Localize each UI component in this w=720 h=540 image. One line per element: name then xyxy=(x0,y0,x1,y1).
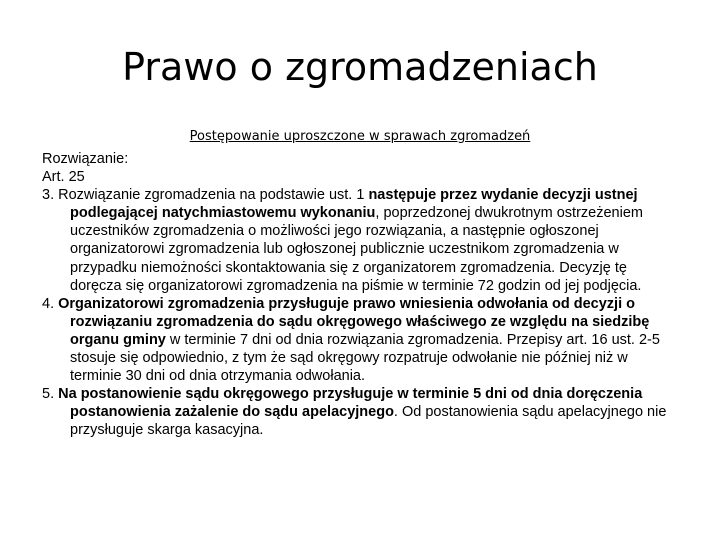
paragraph-4-bold-1: Organizatorowi zgromadzenia przysługuje prawo wniesienia odwołania od decyzji o rozwiązaniu zgromadzenia do sądu okręgowego właściwego ze względu na siedzibę organu gminy xyxy=(58,295,650,348)
paragraph-4-number: 4. xyxy=(42,295,59,312)
paragraph-5-number: 5. xyxy=(42,386,59,403)
slide-title: Prawo o zgromadzeniach xyxy=(122,45,598,89)
slide-content xyxy=(42,150,682,440)
paragraph-5-text-1: . Od postanowienia sądu apelacyjnego nie przysługuje skarga kasacyjna. xyxy=(70,404,667,439)
paragraph-3-bold-1: następuje przez wydanie decyzji ustnej podlegającej natychmiastowemu wykonaniu xyxy=(70,187,638,222)
paragraph-5 xyxy=(42,385,682,439)
paragraph-4 xyxy=(42,295,682,385)
paragraph-3 xyxy=(42,186,682,295)
section-heading: Rozwiązanie: xyxy=(42,151,129,167)
paragraph-4-text-1: w terminie 7 dni od dnia rozwiązania zgromadzenia. Przepisy art. 16 ust. 2-5 stosuje się odpowiednio, z tym że sąd okręgowy rozpatruje odwołanie nie później niż w terminie 30 dni od dnia otrzymania odwołania. xyxy=(70,331,660,385)
paragraph-3-text-1: Rozwiązanie zgromadzenia na podstawie ust. 1 xyxy=(58,187,369,204)
article-number: Art. 25 xyxy=(42,169,85,186)
paragraph-3-text-2: , poprzedzonej dwukrotnym ostrzeżeniem uczestników zgromadzenia o możliwości jego rozwiązania, a następnie ogłoszonej organizatorowi zgromadzenia lub ogłoszonej publicznie uczestnikom zgromadzenia w przypadku niemożności skontaktowania się z organizatorem zgromadzenia. Decyzję tę doręcza się organizatorowi zgromadzenia na piśmie w terminie 72 godzin od jej podjęcia. xyxy=(70,205,643,294)
slide-subtitle: Postępowanie uproszczone w sprawach zgromadzeń xyxy=(189,129,531,144)
paragraph-5-bold-1: Na postanowienie sądu okręgowego przysługuje w terminie 5 dni od dnia doręczenia postanowienia zażalenie do sądu apelacyjnego xyxy=(58,386,643,421)
paragraph-3-number: 3. xyxy=(42,187,59,204)
